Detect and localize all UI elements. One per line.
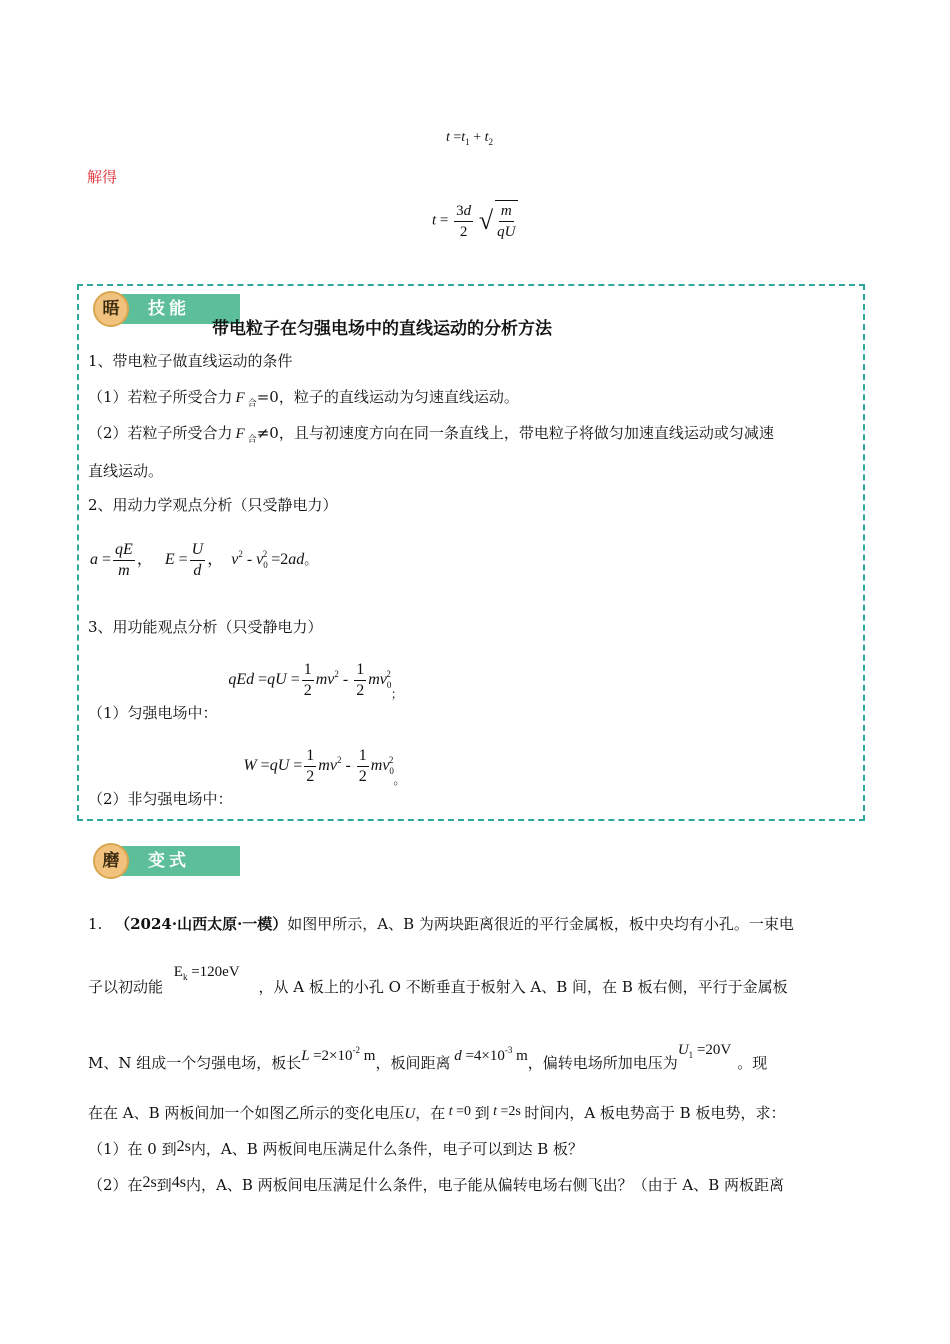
skill-p3-cont: 直线运动。 [88,462,164,480]
time-2s: 2s [176,1138,191,1155]
question-l4-c: 到 [474,1104,490,1122]
skill-p1: 1、带电粒子做直线运动的条件 [88,352,293,370]
question-line-4: 在在 A、B 两板间加一个如图乙所示的变化电压U，在 t =0 到 t =2s 时间内，A 板电势高于 B 板电势，求： [88,1104,786,1122]
question-sub-2 [88,1174,784,1195]
question-l3-b: ，板间距离 [375,1054,451,1072]
question-line-3: M、N 组成一个匀强电场，板长$L =2\times 10^{-2}$ m，板间距离 $d =4\times 10^{-3}$ m，偏转电场所加电压为$U_1 =20V$。现 [88,1042,768,1072]
skill-p2: （1）若粒子所受合力 F $_合$=0，粒子的直线运动为匀速直线运动。 [88,388,519,409]
question-q1-b: 内，A、B 两板间电压满足什么条件，电子可以到达 B 板？ [190,1140,584,1158]
question-q2-a: （2）在 [88,1176,143,1194]
question-l1: 如图甲所示，A、B 为两块距离很近的平行金属板，板中央均有小孔。一束电 [287,915,794,933]
question-l4-d: 时间内，A 板电势高于 B 板电势，求： [524,1104,786,1122]
formula-t-result: t = $\frac{3d}{2}$ √ $\frac{m}{qU}$ [432,200,520,242]
formula-dynamics: a = $\frac{qE}{m}$ ， E = $\frac{U}{d}$ ， $v^2 - v_0^2 =2ad$。 [90,541,318,579]
time-2s-b: 2s [142,1174,157,1191]
skill-p6-label: （1）匀强电场中： [88,704,218,723]
question-q2-b: 到 [156,1176,172,1194]
question-sub-1 [88,1138,583,1159]
skill-badge-icon: 晤 [93,291,129,327]
question-l3-d: 。现 [737,1054,768,1072]
skill-p3-b: ≠0，且与初速度方向在同一条直线上，带电粒子将做匀加速直线运动或匀减速 [256,424,774,442]
question-l3-c: ，偏转电场所加电压为 [527,1054,678,1072]
skill-title: 带电粒子在匀强电场中的直线运动的分析方法 [212,319,552,339]
question-line-1 [88,913,794,934]
time-4s: 4s [171,1174,187,1191]
variant-badge-label: 变式 [112,846,240,876]
skill-p4: 2、用动力学观点分析（只受静电力） [88,496,338,514]
formula-t-sum: $t =t_1 + t_2$ [446,130,493,147]
f-sub-2: 合 [247,435,257,445]
question-l4-b: ，在 [415,1104,446,1122]
skill-p3-a: （2）若粒子所受合力 [88,424,233,442]
skill-p2-b: =0，粒子的直线运动为匀速直线运动。 [256,388,519,406]
question-number: 1. [88,915,103,933]
ek-value: =120eV [191,964,240,980]
question-l4-a: 在在 A、B 两板间加一个如图乙所示的变化电压 [88,1104,405,1122]
skill-p7: （2）非匀强电场中： W =qU = $\frac{1}{2}$ $mv^2$ - $\frac{1}{2}$ $mv_0^2_。$ [88,747,406,809]
question-source: （2024·山西太原·一模） [115,915,288,933]
skill-p5: 3、用功能观点分析（只受静电力） [88,618,323,636]
question-l2-b: ，从 A 板上的小孔 O 不断垂直于板射入 A、B 间，在 B 板右侧，平行于金属板 [258,978,788,996]
question-l2-a: 子以初动能 [88,978,164,996]
solved-label: 解得 [87,168,118,186]
skill-p3: （2）若粒子所受合力 F $_合$≠0，且与初速度方向在同一条直线上，带电粒子将做匀加速直线运动或匀减速 [88,424,774,445]
f-sub: 合 [247,399,257,409]
variant-badge-icon: 磨 [93,843,129,879]
skill-badge-label: 技能 [112,294,240,324]
skill-p6: （1）匀强电场中： qEd =qU = $\frac{1}{2}$ $mv^2$ - $\frac{1}{2}$ $mv_0^2_;$ [88,661,403,723]
question-q2-c: 内，A、B 两板间电压满足什么条件，电子能从偏转电场右侧飞出？（由于 A、B 两板距离 [186,1176,785,1194]
question-line-2: 子以初动能 $E_k =120eV$ ，从 A 板上的小孔 O 不断垂直于板射入 A、B 间，在 B 板右侧，平行于金属板 [88,964,788,996]
u1-value: =20V [696,1042,732,1058]
skill-p2-a: （1）若粒子所受合力 [88,388,233,406]
skill-p7-label: （2）非匀强电场中： [88,790,233,809]
question-l3-a: M、N 组成一个匀强电场，板长 [88,1054,302,1072]
question-q1-a: （1）在 0 到 [88,1140,177,1158]
